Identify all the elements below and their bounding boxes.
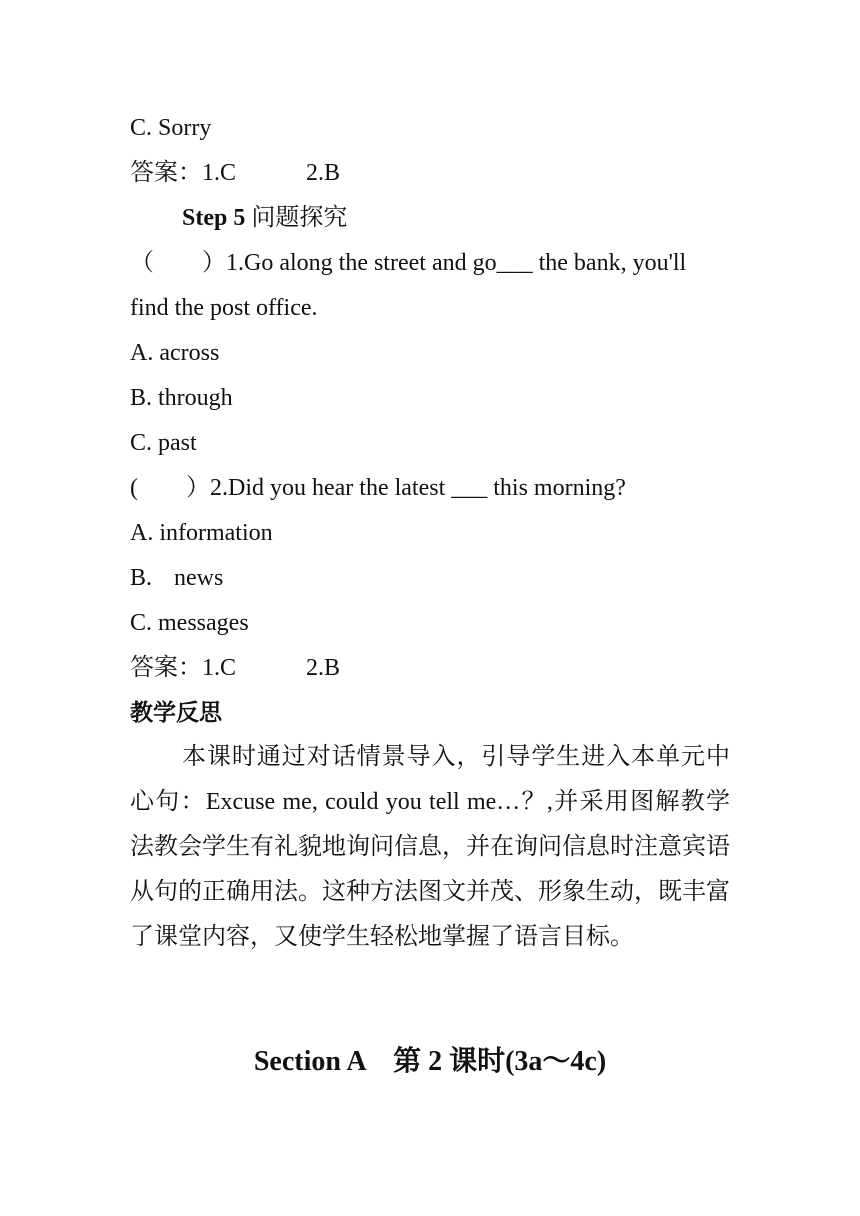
answer-line-2	[130, 653, 340, 683]
option-b-letter: B.	[130, 565, 153, 591]
answer-item-1: 1.C	[202, 160, 237, 186]
step-heading	[182, 203, 347, 233]
question-1-line-1: （ ）1.Go along the street and go___ the bank, you'll	[130, 250, 687, 276]
question-2-option-c: C. messages	[130, 610, 249, 636]
step-label: Step 5	[182, 205, 246, 231]
question-2-option-b	[130, 563, 223, 593]
question-1-option-b: B. through	[130, 385, 233, 411]
step-title: 问题探究	[245, 205, 348, 231]
answer-item-2: 2.B	[306, 160, 341, 186]
answer-item-1: 1.C	[202, 655, 237, 681]
answer-label: 答案：	[130, 655, 202, 681]
question-1-option-c: C. past	[130, 430, 197, 456]
answer-item-2: 2.B	[306, 655, 341, 681]
section-title: Section A 第 2 课时(3a～4c)	[253, 1046, 607, 1077]
question-2-option-a: A. information	[130, 520, 273, 546]
question-1-line-2: find the post office.	[130, 295, 318, 321]
option-b-text: news	[174, 565, 224, 591]
answer-label: 答案：	[130, 160, 202, 186]
question-2-stem: ( ）2.Did you hear the latest ___ this morning?	[130, 475, 626, 501]
previous-option-c: C. Sorry	[130, 115, 212, 141]
question-1-option-a: A. across	[130, 340, 220, 366]
reflection-paragraph: 本课时通过对话情景导入，引导学生进入本单元中心句：Excuse me, could you tell me…？,并采用图解教学法教会学生有礼貌地询问信息，并在询问信息时注意宾语从句的正确用法。这种方法图文并茂、形象生动，既丰富了课堂内容，又使学生轻松地掌握了语言目标。	[130, 744, 730, 950]
reflection-heading: 教学反思	[130, 700, 222, 726]
answer-line-1	[130, 158, 340, 188]
